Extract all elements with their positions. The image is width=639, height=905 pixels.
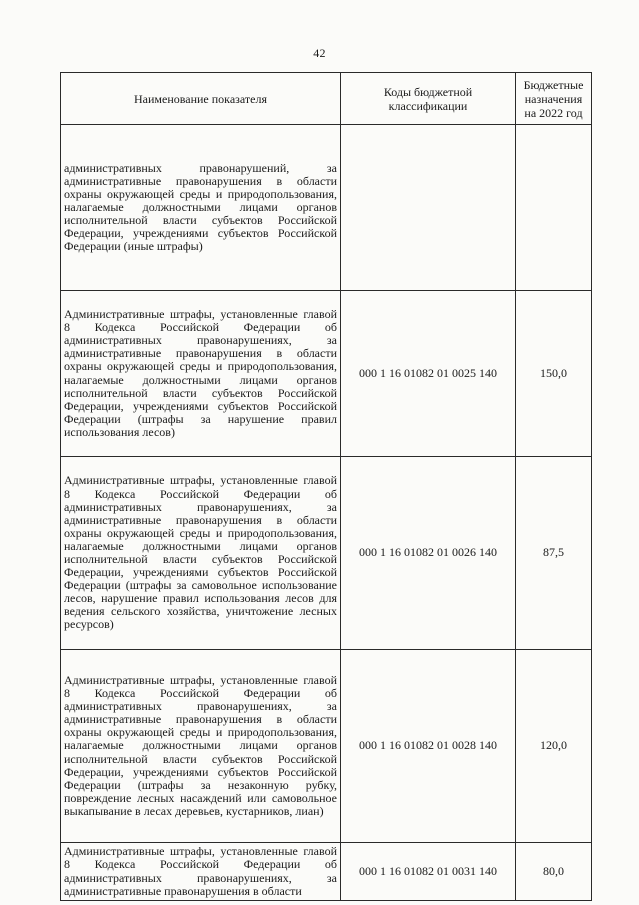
budget-table xyxy=(60,72,592,901)
row-indicator-name xyxy=(61,457,341,650)
indicator-name-text: Административные штрафы, установленные главой 8 Кодекса Российской Федерации об административных правонарушениях, за административные правонарушения в области охраны окружающей среды и природопользования, налагаемые должностными лицами органов исполнительной власти субъектов Российской Федерации, учреждениями субъектов Российской Федерации (штрафы за незаконную рубку, повреждение лесных насаждений или самовольное выкапывание в лесах деревьев, кустарников, лиан) xyxy=(64,672,337,818)
row-budget-amount: 80,0 xyxy=(516,843,592,901)
header-budget-allocation: Бюджетные назначения на 2022 год xyxy=(516,73,592,125)
row-budget-code: 000 1 16 01082 01 0026 140 xyxy=(341,457,516,650)
table-row xyxy=(61,125,592,291)
row-budget-code: 000 1 16 01082 01 0025 140 xyxy=(341,291,516,457)
table-row xyxy=(61,843,592,901)
row-budget-amount xyxy=(516,125,592,291)
row-indicator-name xyxy=(61,291,341,457)
row-budget-code xyxy=(341,125,516,291)
table-row xyxy=(61,291,592,457)
table-row xyxy=(61,650,592,843)
row-budget-amount: 87,5 xyxy=(516,457,592,650)
indicator-name-text: Административные штрафы, установленные главой 8 Кодекса Российской Федерации об административных правонарушениях, за административные правонарушения в области охраны окружающей среды и природопользования, налагаемые должностными лицами органов исполнительной власти субъектов Российской Федерации, учреждениями субъектов Российской Федерации (штрафы за нарушение правил использования лесов) xyxy=(64,307,337,439)
row-indicator-name xyxy=(61,650,341,843)
indicator-name-text: Административные штрафы, установленные главой 8 Кодекса Российской Федерации об административных правонарушениях, за административные правонарушения в области охраны окружающей среды и природопользования, налагаемые должностными лицами органов исполнительной власти субъектов Российской Федерации, учреждениями субъектов Российской Федерации (штрафы за самовольное использование лесов, нарушение правил использования лесов для ведения сельского хозяйства, уничтожение лесных ресурсов) xyxy=(64,473,337,632)
row-indicator-name xyxy=(61,843,341,901)
table-header-row xyxy=(61,73,592,125)
page-number: 42 xyxy=(313,46,326,60)
row-budget-amount: 150,0 xyxy=(516,291,592,457)
indicator-name-text: Административные штрафы, установленные главой 8 Кодекса Российской Федерации об административных правонарушениях, за административные правонарушения в области xyxy=(64,844,337,898)
header-budget-codes: Коды бюджетной классификации xyxy=(341,73,516,125)
table-row xyxy=(61,457,592,650)
row-budget-code: 000 1 16 01082 01 0028 140 xyxy=(341,650,516,843)
row-budget-amount: 120,0 xyxy=(516,650,592,843)
row-indicator-name xyxy=(61,125,341,291)
header-indicator-name: Наименование показателя xyxy=(61,73,341,125)
indicator-name-text: административных правонарушений, за административные правонарушения в области охраны окружающей среды и природопользования, налагаемые должностными лицами органов исполнительной власти субъектов Российской Федерации, учреждениями субъектов Российской Федерации (иные штрафы) xyxy=(64,160,337,254)
row-budget-code: 000 1 16 01082 01 0031 140 xyxy=(341,843,516,901)
